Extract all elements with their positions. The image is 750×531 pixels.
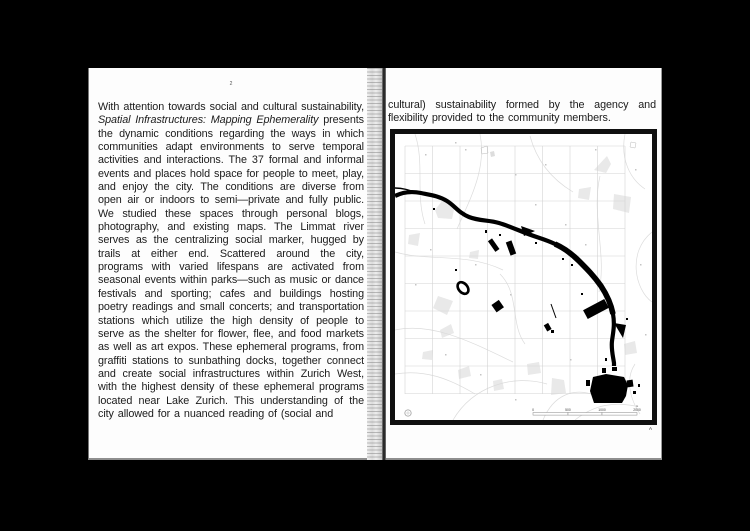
right-page-paragraph: cultural) sustainability formed by the agency and flexibility provided to the community members. [388,99,656,125]
limmat-river [395,188,614,366]
map-grid [405,146,625,394]
scale-label-2000: 2000 [633,408,641,412]
right-page [386,68,662,460]
figure-corner-mark: A [649,426,653,431]
paragraph-text-post: presents the dynamic conditions regarding the ways in which communities adapt environments to serve temporal activities and interactions. The 37 formal and informal events and places hold space for people to meet, play, and enjoy the city. The conditions are diverse from open air or indoors to semi—private and fully public. We studied these spaces through personal blogs, photography, and existing maps. The Limmat river serves as the centralizing social marker, hugged by trails at either end. Scattered around the city, programs with varied lifespans are activated from seasonal events within parks—such as music or dance festivals and sporting; cafes and buildings hosting poetry readings and small concerts; and transportation stations which utilize the high density of people to serve as the shelter for flower, flee, and food markets as well as art expos. These ephemeral programs, from graffiti stations to sunbathing docks, together connect and create social infrastructures within Zurich West, with the highest density of these ephemeral programs located near Lake Zurich. This understanding of the city allowed for a nuanced reading of (social and [98,114,364,420]
paragraph-text-pre: With attention towards social and cultural sustainability, [98,101,364,113]
compass-icon [405,410,411,416]
paragraph-title-italic: Spatial Infrastructures: Mapping Ephemerality [98,114,319,127]
scale-label-0: 0 [532,408,534,412]
scale-unit-label: m [635,404,639,409]
page-number: 2 [229,81,233,87]
ring-building-outline [455,280,470,296]
map-figure-frame [390,129,657,425]
scale-label-500: 500 [565,408,571,412]
spiral-binding-strip [367,68,382,460]
left-page-paragraph [98,101,364,421]
map-parks [408,156,637,395]
zurich-map-figure [395,134,652,420]
left-page [88,68,367,460]
map-outline-marks [481,142,636,157]
scale-label-1000: 1000 [598,408,606,412]
